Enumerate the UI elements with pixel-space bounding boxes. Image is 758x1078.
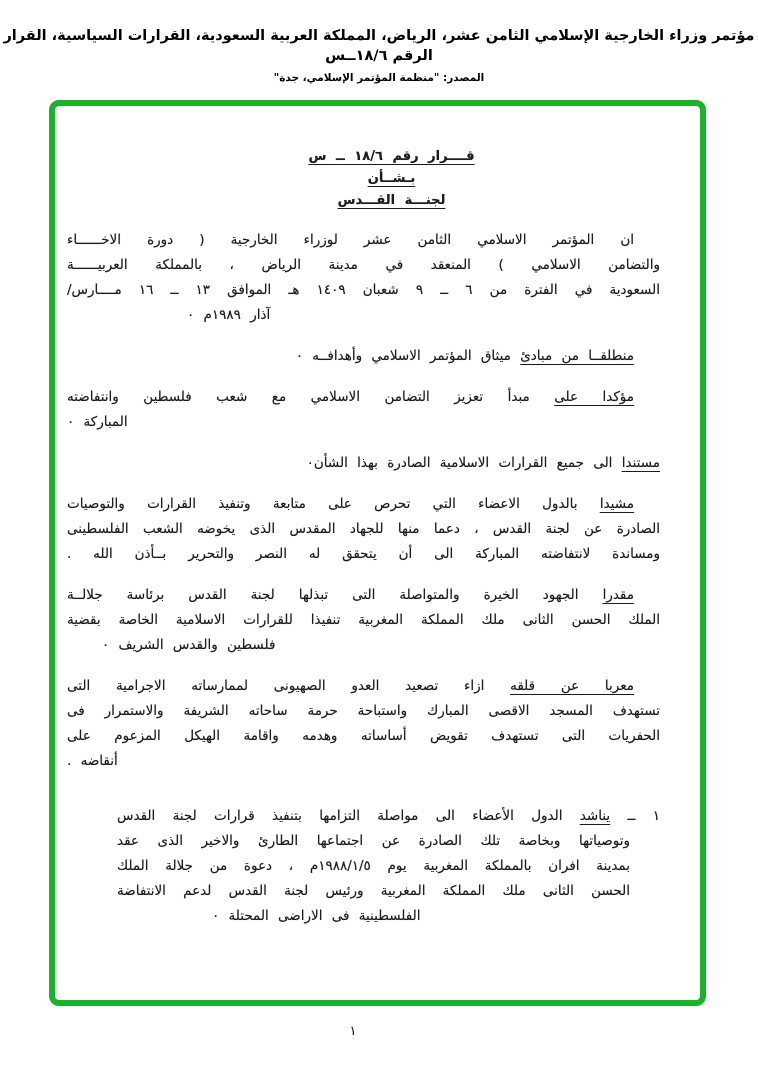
doc-line: ١ ــ يناشد الدول الأعضاء الى مواصلة التزامها بتنفيذ قرارات لجنة القدس [117,808,660,824]
resolution-number-line: قــــرار رقم ١٨/٦ ــ س [308,149,475,164]
resolution-regarding-line: بـشــأن [367,171,416,186]
header-source-line: المصدر: "منظمة المؤتمر الإسلامي، جدة" [273,72,485,84]
doc-line: الحفريات التى تستهدف تقويض أساساته وهدمه واقامة الهيكل المزعوم على [67,728,660,744]
doc-line: معربا عن قلقه ازاء تصعيد العدو الصهيونى لممارساته الاجرامية التى [67,678,634,694]
doc-line: مؤكدا على مبدأ تعزيز التضامن الاسلامي مع شعب فلسطين وانتفاضته [67,389,635,405]
doc-line: تستهدف المسجد الاقصى المبارك واستباحة حرمة ساحاته الشريفة والاستمرار فى [67,703,660,719]
doc-line: الحسن الثانى ملك المملكة المغربية ورئيس لجنة القدس لدعم الانتفاضة [117,883,630,899]
doc-line: آذار ١٩٨٩م ٠ [187,307,271,323]
doc-line: الصادرة عن لجنة القدس ، دعما منها للجهاد المقدس الذى يخوضه الشعب الفلسطينى [67,521,660,537]
doc-line: والتضامن الاسلامي ) المنعقد في مدينة الرياض ، بالمملكة العربيــــــة [67,257,660,273]
doc-line: ان المؤتمر الاسلامي الثامن عشر لوزراء الخارجية ( دورة الاخــــــاء [67,232,634,248]
scanned-document [67,146,660,929]
resolution-title [95,146,688,212]
header-title-line: مؤتمر وزراء الخارجية الإسلامي الثامن عشر، الرياض، المملكة العربية السعودية، القرارات السياسية، القرار الرقم ١٨/٦ــس [3,28,755,64]
resolution-subject-line: لجنـــة القـــدس [337,193,446,208]
doc-line: أنقاضه . [67,753,118,769]
doc-line: ومساندة لانتفاضته المباركة الى أن يتحقق له النصر والتحرير بــأذن الله . [67,546,660,562]
doc-body [67,228,660,774]
doc-line: المباركة ٠ [67,414,128,430]
doc-line: مشيدا بالدول الاعضاء التي تحرص على متابعة وتنفيذ القرارات والتوصيات [67,496,634,512]
doc-numbered-item [67,804,660,929]
doc-line: وتوصياتها وبخاصة تلك الصادرة عن اجتماعها الطارئ والاخير الذى عقد [117,833,630,849]
doc-line: السعودية في الفترة من ٦ ــ ٩ شعبان ١٤٠٩ هـ الموافق ١٣ ــ ١٦ مــــارس/ [67,282,660,298]
doc-line: مقدرا الجهود الخيرة والمتواصلة التى تبذلها لجنة القدس برئاسة جلالــة [67,587,634,603]
doc-line: الملك الحسن الثانى ملك المملكة المغربية تنفيذا للقرارات الاسلامية الخاصة بقضية [67,612,660,628]
doc-line: منطلقــا من مبادئ ميثاق المؤتمر الاسلامي وأهدافــه ٠ [295,348,634,364]
green-border-box [49,100,706,1006]
doc-line: مستندا الى جميع القرارات الاسلامية الصادرة بهذا الشأن٠ [306,455,660,471]
doc-line: الفلسطينية فى الاراضى المحتلة ٠ [212,908,421,924]
document-header [0,26,758,84]
doc-line: بمدينة افران بالمملكة المغربية يوم ١٩٨٨/١/٥م ، دعوة من جلالة الملك [117,858,630,874]
doc-line: فلسطين والقدس الشريف ٠ [102,637,276,653]
page-number: ١ [349,1024,357,1039]
